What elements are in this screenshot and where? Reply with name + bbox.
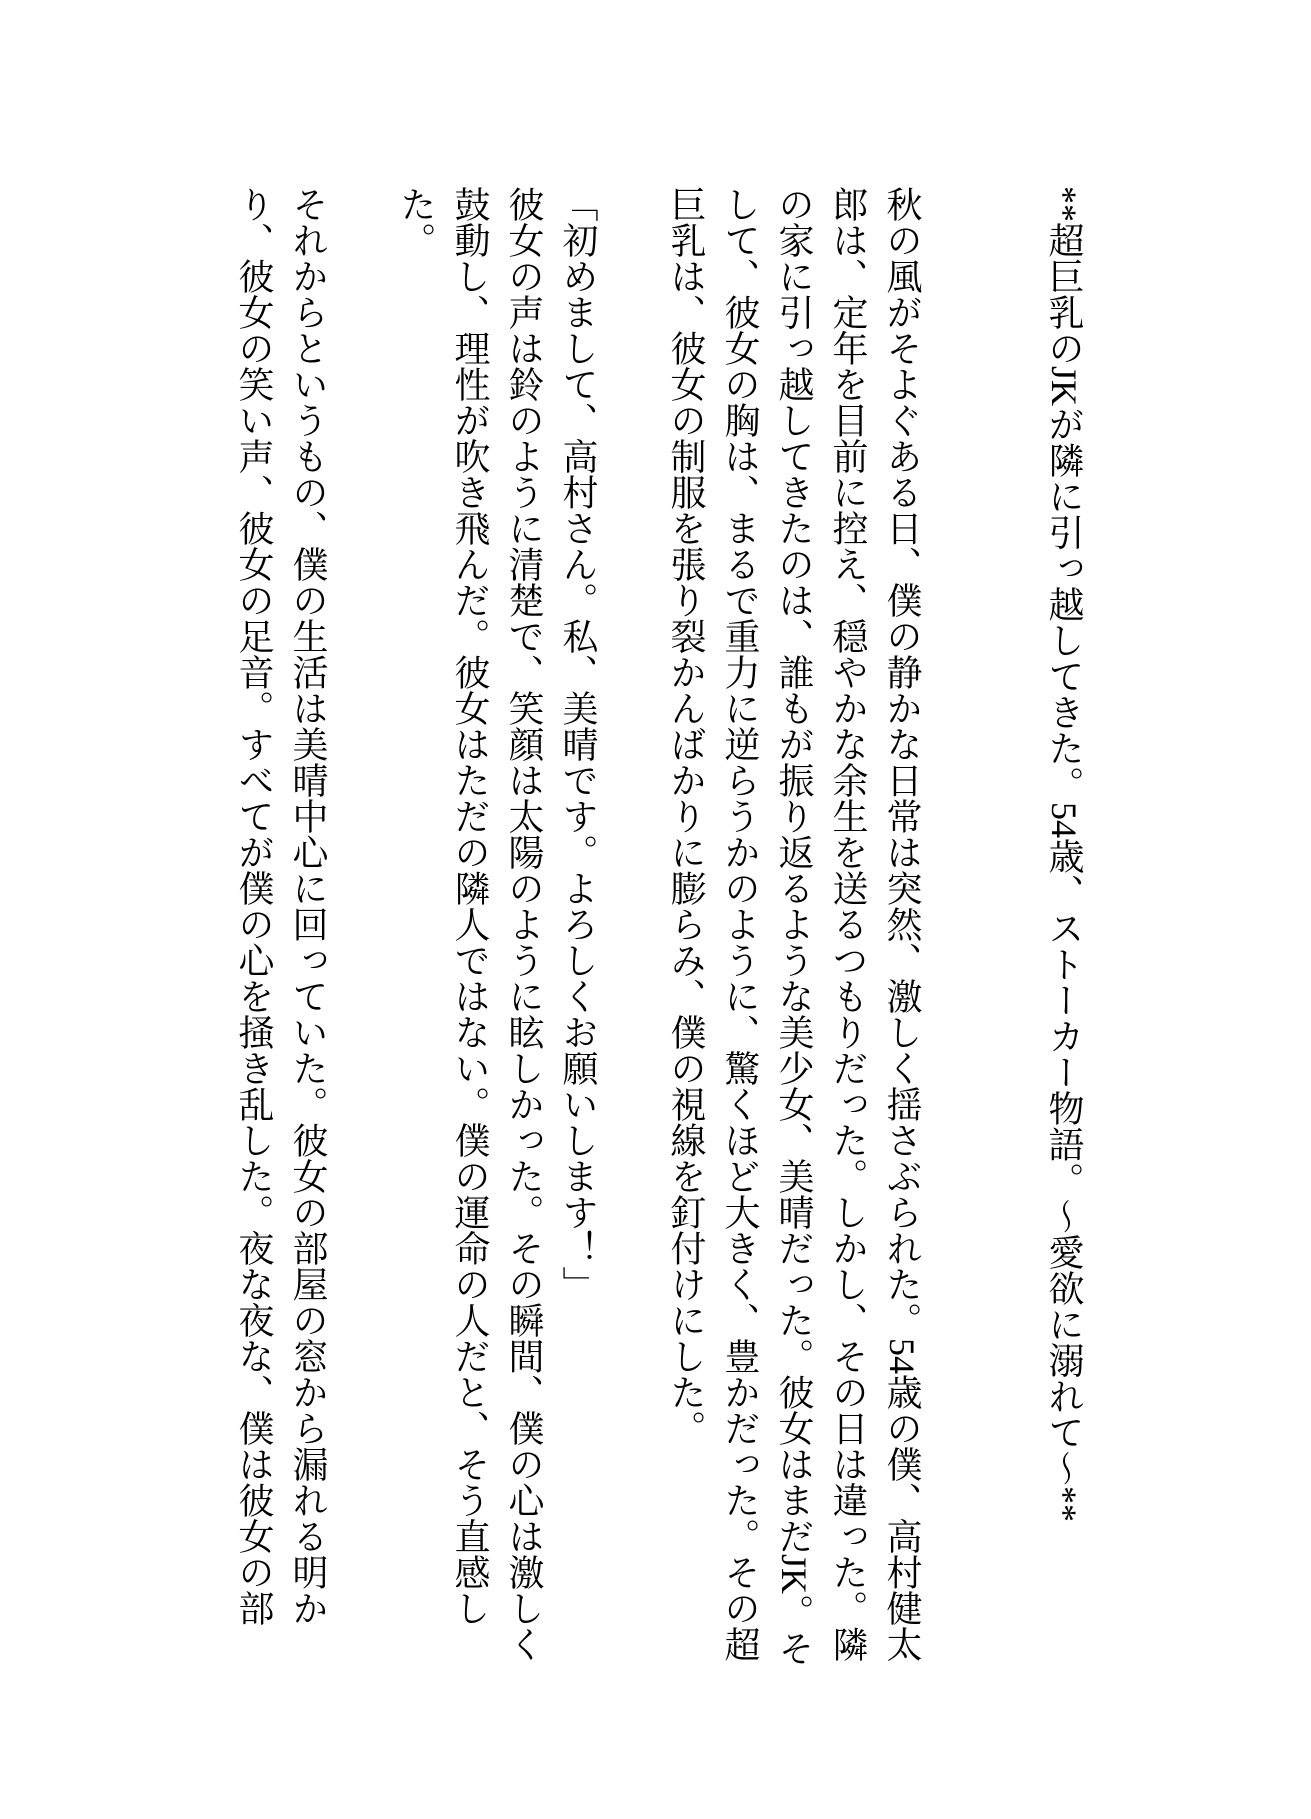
paragraph-reaction: 彼女の声は鈴のように清楚で、笑顔は太陽のように眩しかった。その瞬間、僕の心は激しく鼓動し、理性が吹き飛んだ。彼女はただの隣人ではない。僕の運命の人だと、そう直感した。 <box>396 186 544 1662</box>
paragraph-obsession: それからというもの、僕の生活は美晴中心に回っていた。彼女の部屋の窓から漏れる明かり、彼女の笑い声、彼女の足音。すべてが僕の心を掻き乱した。夜な夜な、僕は彼女の部 <box>234 186 328 1626</box>
paragraph-intro: 秋の風がそよぐある日、僕の静かな日常は突然、激しく揺さぶられた。54歳の僕、高村健太郎は、定年を目前に控え、穏やかな余生を送るつもりだった。しかし、その日は違った。隣の家に引っ越してきたのは、誰もが振り返るような美少女、美晴だった。彼女はまだJK。そして、彼女の胸は、まるで重力に逆らうかのように、驚くほど大きく、豊かだった。その超巨乳は、彼女の制服を張り裂かんばかりに膨らみ、僕の視線を釘付けにした。 <box>666 186 922 1667</box>
quote-line: 「初めまして、高村さん。私、美晴です。よろしくお願いします！」 <box>558 186 598 1302</box>
title-line: **超巨乳のJKが隣に引っ越してきた。54歳、ストーカー物語。～愛欲に溺れて～** <box>1044 186 1084 1523</box>
